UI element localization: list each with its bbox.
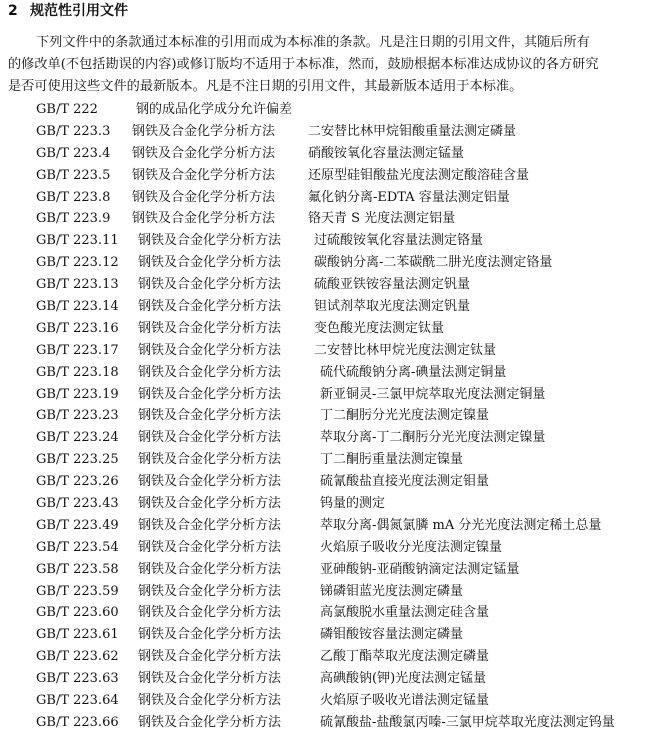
intro-line: 的修改单(不包括勘误的内容)或修订版均不适用于本标准，然而，鼓励根据本标准达成协议的各方研究 (8, 57, 599, 72)
reference-item (36, 471, 656, 493)
reference-method: 硫氰酸盐直接光度法测定钼量 (320, 474, 490, 490)
reference-code: GB/T 223.13 (36, 277, 119, 293)
reference-item (36, 427, 656, 449)
reference-code: GB/T 223.62 (36, 649, 119, 665)
reference-method: 硫代硫酸钠分离-碘量法测定铜量 (320, 364, 507, 380)
reference-code: GB/T 223.49 (36, 517, 119, 533)
reference-series: 钢铁及合金化学分析方法 (138, 408, 282, 424)
reference-method: 丁二酮肟重量法测定镍量 (320, 452, 464, 468)
reference-item (36, 449, 656, 471)
reference-item (36, 646, 656, 668)
reference-method: 变色酸光度法测定钛量 (314, 320, 445, 336)
reference-series: 钢铁及合金化学分析方法 (138, 430, 282, 446)
reference-code: GB/T 223.8 (36, 189, 111, 205)
reference-series: 钢铁及合金化学分析方法 (138, 342, 282, 358)
reference-series: 钢铁及合金化学分析方法 (132, 123, 276, 139)
reference-code: GB/T 223.60 (36, 605, 119, 621)
reference-item (36, 515, 656, 537)
reference-method: 钽试剂萃取光度法测定钒量 (314, 299, 471, 315)
reference-method: 钨量的测定 (320, 496, 386, 512)
reference-method: 亚砷酸钠-亚硝酸钠滴定法测定锰量 (320, 561, 520, 577)
reference-item (36, 362, 656, 384)
reference-item (36, 143, 656, 165)
reference-series: 钢铁及合金化学分析方法 (132, 189, 276, 205)
reference-code: GB/T 223.4 (36, 145, 111, 161)
reference-series: 钢铁及合金化学分析方法 (138, 233, 282, 249)
reference-method: 碳酸钠分离-二苯碳酰二肼光度法测定铬量 (314, 255, 553, 271)
reference-series: 钢铁及合金化学分析方法 (132, 211, 276, 227)
reference-method: 萃取分离-丁二酮肟分光光度法测定镍量 (320, 430, 546, 446)
reference-method: 硫酸亚铁铵容量法测定钒量 (314, 277, 471, 293)
reference-method: 高碘酸钠(钾)光度法测定锰量 (320, 671, 487, 687)
reference-code: GB/T 223.58 (36, 561, 119, 577)
reference-method: 萃取分离-偶氮氯膦 mA 分光光度法测定稀土总量 (320, 517, 602, 533)
reference-method: 过硫酸铵氧化容量法测定铬量 (314, 233, 484, 249)
reference-method: 锑磷钼蓝光度法测定磷量 (320, 583, 464, 599)
reference-method: 高氯酸脱水重量法测定硅含量 (320, 605, 490, 621)
reference-code: GB/T 223.63 (36, 671, 119, 687)
reference-code: GB/T 223.18 (36, 364, 119, 380)
reference-code: GB/T 223.59 (36, 583, 119, 599)
reference-code: GB/T 223.16 (36, 320, 119, 336)
reference-method: 乙酸丁酯萃取光度法测定磷量 (320, 649, 490, 665)
reference-item (36, 405, 656, 427)
reference-item (36, 537, 656, 559)
reference-item (36, 340, 656, 362)
reference-series: 钢铁及合金化学分析方法 (138, 255, 282, 271)
reference-code: GB/T 223.26 (36, 474, 119, 490)
reference-method: 二安替比林甲烷钼酸重量法测定磷量 (308, 123, 517, 139)
reference-series: 钢铁及合金化学分析方法 (132, 145, 276, 161)
reference-series: 钢铁及合金化学分析方法 (138, 561, 282, 577)
reference-series: 钢铁及合金化学分析方法 (138, 605, 282, 621)
reference-item (36, 690, 656, 712)
intro-line: 是否可使用这些文件的最新版本。凡是不注日期的引用文件，其最新版本适用于本标准。 (8, 79, 523, 94)
reference-item (36, 668, 656, 690)
reference-code: GB/T 223.64 (36, 693, 119, 709)
section-number: 2 (8, 3, 18, 19)
reference-series: 钢铁及合金化学分析方法 (138, 277, 282, 293)
reference-method: 新亚铜灵-三氯甲烷萃取光度法测定铜量 (320, 386, 546, 402)
reference-series: 钢铁及合金化学分析方法 (138, 320, 282, 336)
reference-method: 丁二酮肟分光光度法测定镍量 (320, 408, 490, 424)
reference-method: 二安替比林甲烷光度法测定钛量 (314, 342, 497, 358)
reference-item (36, 559, 656, 581)
reference-item (36, 165, 656, 187)
reference-series: 钢铁及合金化学分析方法 (138, 627, 282, 643)
reference-code: GB/T 223.14 (36, 299, 119, 315)
reference-list (36, 99, 656, 734)
reference-item (36, 318, 656, 340)
reference-series: 钢铁及合金化学分析方法 (138, 583, 282, 599)
reference-code: GB/T 223.43 (36, 496, 119, 512)
reference-item (36, 230, 656, 252)
reference-item (36, 493, 656, 515)
reference-code: GB/T 223.23 (36, 408, 119, 424)
reference-item (36, 274, 656, 296)
reference-code: GB/T 223.19 (36, 386, 119, 402)
reference-series: 钢铁及合金化学分析方法 (138, 714, 282, 730)
reference-series: 钢铁及合金化学分析方法 (132, 167, 276, 183)
reference-series: 钢铁及合金化学分析方法 (138, 364, 282, 380)
reference-item (36, 384, 656, 406)
reference-code: GB/T 223.11 (36, 233, 119, 249)
reference-code: GB/T 223.66 (36, 714, 119, 730)
reference-series: 钢铁及合金化学分析方法 (138, 539, 282, 555)
reference-series: 钢铁及合金化学分析方法 (138, 671, 282, 687)
reference-series: 钢铁及合金化学分析方法 (138, 452, 282, 468)
reference-series: 钢铁及合金化学分析方法 (138, 386, 282, 402)
reference-series: 钢铁及合金化学分析方法 (138, 299, 282, 315)
reference-item (36, 624, 656, 646)
reference-method: 火焰原子吸收分光度法测定镍量 (320, 539, 503, 555)
reference-code: GB/T 223.54 (36, 539, 119, 555)
section-heading (8, 2, 128, 20)
reference-series: 钢铁及合金化学分析方法 (138, 496, 282, 512)
reference-item (36, 99, 656, 121)
reference-code: GB/T 223.9 (36, 211, 111, 227)
reference-method: 铬天青 S 光度法测定铝量 (308, 211, 456, 227)
reference-method: 硫氰酸盐-盐酸氯丙嗪-三氯甲烷萃取光度法测定钨量 (320, 714, 615, 730)
reference-code: GB/T 223.25 (36, 452, 119, 468)
reference-item (36, 187, 656, 209)
reference-method: 磷钼酸铵容量法测定磷量 (320, 627, 464, 643)
reference-item (36, 602, 656, 624)
reference-series: 钢铁及合金化学分析方法 (138, 649, 282, 665)
reference-method: 氟化钠分离-EDTA 容量法测定铝量 (308, 189, 510, 205)
section-title: 规范性引用文件 (30, 3, 128, 19)
reference-code: GB/T 223.12 (36, 255, 119, 271)
reference-item (36, 121, 656, 143)
reference-code: GB/T 223.5 (36, 167, 111, 183)
reference-series: 钢铁及合金化学分析方法 (138, 693, 282, 709)
reference-series: 钢铁及合金化学分析方法 (138, 517, 282, 533)
reference-item (36, 296, 656, 318)
reference-code: GB/T 223.17 (36, 342, 119, 358)
reference-method: 火焰原子吸收光谱法测定锰量 (320, 693, 490, 709)
reference-item (36, 208, 656, 230)
reference-item (36, 581, 656, 603)
reference-item (36, 712, 656, 734)
intro-line: 下列文件中的条款通过本标准的引用而成为本标准的条款。凡是注日期的引用文件，其随后所有 (36, 35, 590, 50)
reference-code: GB/T 222 (36, 102, 98, 117)
intro-paragraph (8, 32, 658, 98)
reference-method: 硝酸铵氧化容量法测定锰量 (308, 145, 465, 161)
reference-code: GB/T 223.61 (36, 627, 119, 643)
reference-series: 钢铁及合金化学分析方法 (138, 474, 282, 490)
reference-series: 钢的成品化学成分允许偏差 (136, 102, 293, 117)
reference-code: GB/T 223.3 (36, 123, 111, 139)
reference-code: GB/T 223.24 (36, 430, 119, 446)
reference-method: 还原型硅钼酸盐光度法测定酸溶硅含量 (308, 167, 530, 183)
reference-item (36, 252, 656, 274)
